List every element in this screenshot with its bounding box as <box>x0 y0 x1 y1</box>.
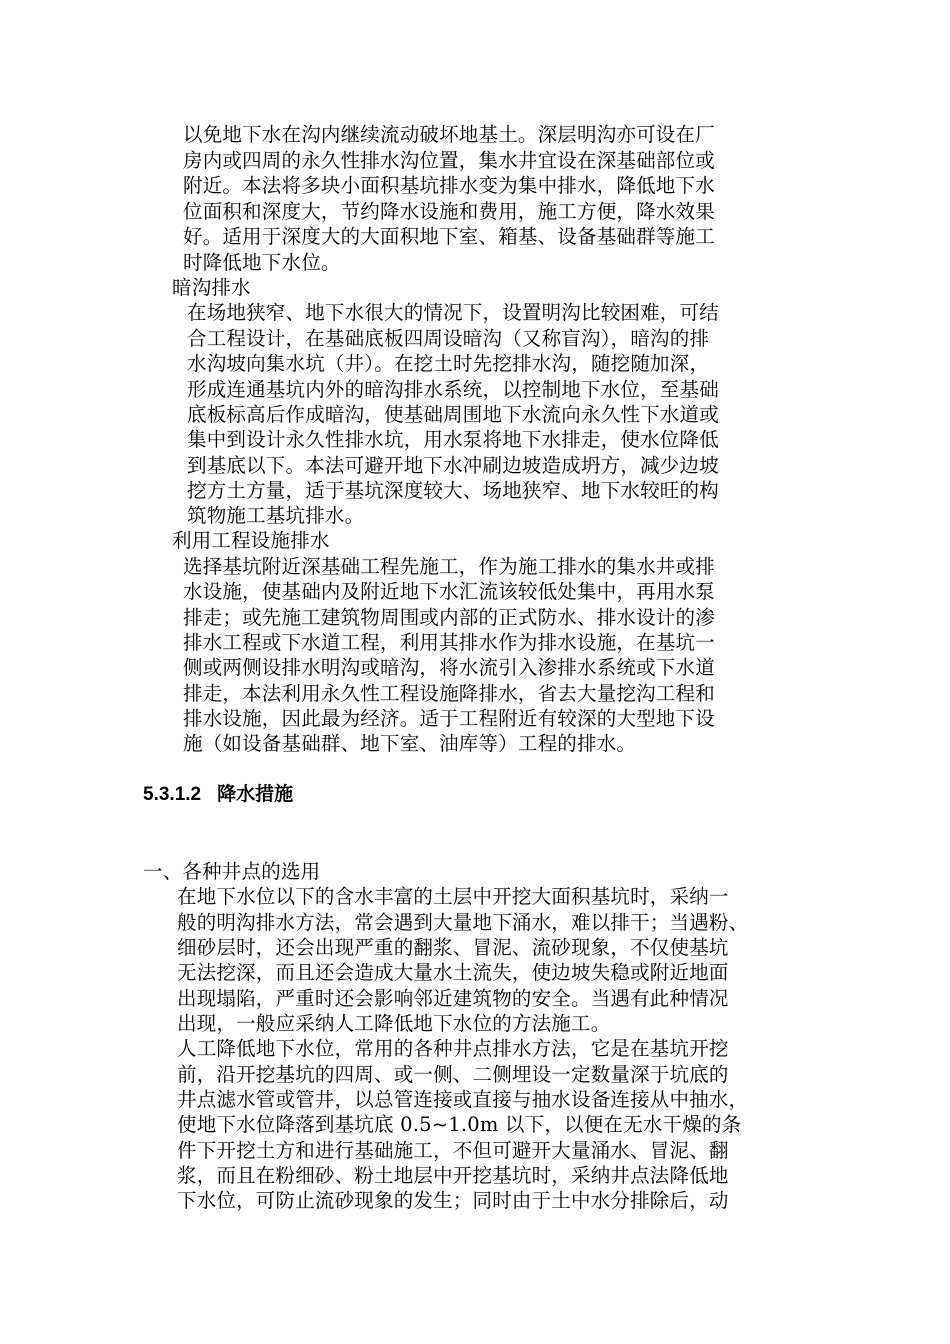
paragraph-line: 合工程设计，在基础底板四周设暗沟（又称盲沟），暗沟的排 <box>187 327 710 350</box>
section-heading-number: 5.3.1.2 <box>143 784 202 805</box>
paragraph-line: 附近。本法将多块小面积基坑排水变为集中排水，降低地下水 <box>183 174 715 197</box>
paragraph-line: 井点滤水管或管井，以总管连接或直接与抽水设备连接从中抽水， <box>177 1088 749 1111</box>
paragraph-line: 水沟坡向集水坑（井）。在挖土时先挖排水沟，随挖随加深， <box>187 352 710 375</box>
paragraph-line: 底板标高后作成暗沟，使基础周围地下水流向永久性下水道或 <box>187 403 719 426</box>
paragraph-line: 位面积和深度大，节约降水设施和费用，施工方便，降水效果 <box>183 200 715 223</box>
paragraph-line: 下水位，可防止流砂现象的发生；同时由于土中水分排除后，动 <box>177 1189 729 1212</box>
paragraph-line: 形成连通基坑内外的暗沟排水系统，以控制地下水位，至基础 <box>187 378 719 401</box>
paragraph-line: 出现塌陷，严重时还会影响邻近建筑物的安全。当遇有此种情况 <box>177 987 729 1010</box>
paragraph-line: 在地下水位以下的含水丰富的土层中开挖大面积基坑时，采纳一 <box>177 885 729 908</box>
subsection-title: 利用工程设施排水 <box>172 529 330 552</box>
paragraph-line: 无法挖深，而且还会造成大量水土流失，使边坡失稳或附近地面 <box>177 961 729 984</box>
paragraph-line: 排水设施，因此最为经济。适于工程附近有较深的大型地下设 <box>183 707 715 730</box>
paragraph-line: 水设施，使基础内及附近地下水汇流该较低处集中，再用水泵 <box>183 580 715 603</box>
paragraph-line: 以免地下水在沟内继续流动破坏地基土。深层明沟亦可设在厂 <box>183 123 715 146</box>
section-heading <box>143 783 293 807</box>
paragraph-line: 选择基坑附近深基础工程先施工，作为施工排水的集水井或排 <box>183 555 715 578</box>
subsection-title: 一、各种井点的选用 <box>143 860 321 883</box>
paragraph-line: 侧或两侧设排水明沟或暗沟，将水流引入渗排水系统或下水道 <box>183 656 715 679</box>
section-heading-title: 降水措施 <box>217 784 294 805</box>
paragraph-line: 集中到设计永久性排水坑，用水泵将地下水排走，使水位降低 <box>187 428 719 451</box>
paragraph-line: 时降低地下水位。 <box>183 251 341 274</box>
paragraph-line: 好。适用于深度大的大面积地下室、箱基、设备基础群等施工 <box>183 225 715 248</box>
paragraph-line: 房内或四周的永久性排水沟位置，集水井宜设在深基础部位或 <box>183 149 715 172</box>
paragraph-line: 到基底以下。本法可避开地下水冲刷边坡造成坍方，减少边坡 <box>187 454 719 477</box>
paragraph-line: 出现，一般应采纳人工降低地下水位的方法施工。 <box>177 1012 611 1035</box>
paragraph-line: 排走，本法利用永久性工程设施降排水，省去大量挖沟工程和 <box>183 682 715 705</box>
subsection-title: 暗沟排水 <box>172 276 251 299</box>
paragraph-line: 挖方土方量，适于基坑深度较大、场地狭窄、地下水较旺的构 <box>187 479 719 502</box>
paragraph-line: 件下开挖土方和进行基础施工，不但可避开大量涌水、冒泥、翻 <box>177 1139 729 1162</box>
paragraph-line: 细砂层时，还会出现严重的翻浆、冒泥、流砂现象，不仅使基坑 <box>177 936 729 959</box>
paragraph-line: 浆，而且在粉细砂、粉土地层中开挖基坑时，采纳井点法降低地 <box>177 1164 729 1187</box>
paragraph-line: 排水工程或下水道工程，利用其排水作为排水设施，在基坑一 <box>183 631 715 654</box>
paragraph-line: 施（如设备基础群、地下室、油库等）工程的排水。 <box>183 732 637 755</box>
paragraph-line: 在场地狭窄、地下水很大的情况下，设置明沟比较困难，可结 <box>187 301 719 324</box>
paragraph-line: 排走；或先施工建筑物周围或内部的正式防水、排水设计的渗 <box>183 606 715 629</box>
paragraph-line: 使地下水位降落到基坑底 0.5~1.0m 以下，以便在无水干燥的条 <box>177 1113 742 1136</box>
paragraph-line: 前，沿开挖基坑的四周、或一侧、二侧埋设一定数量深于坑底的 <box>177 1063 729 1086</box>
paragraph-line: 般的明沟排水方法，常会遇到大量地下涌水，难以排干；当遇粉、 <box>177 911 749 934</box>
paragraph-line: 筑物施工基坑排水。 <box>187 504 365 527</box>
paragraph-line: 人工降低地下水位，常用的各种井点排水方法，它是在基坑开挖 <box>177 1037 729 1060</box>
